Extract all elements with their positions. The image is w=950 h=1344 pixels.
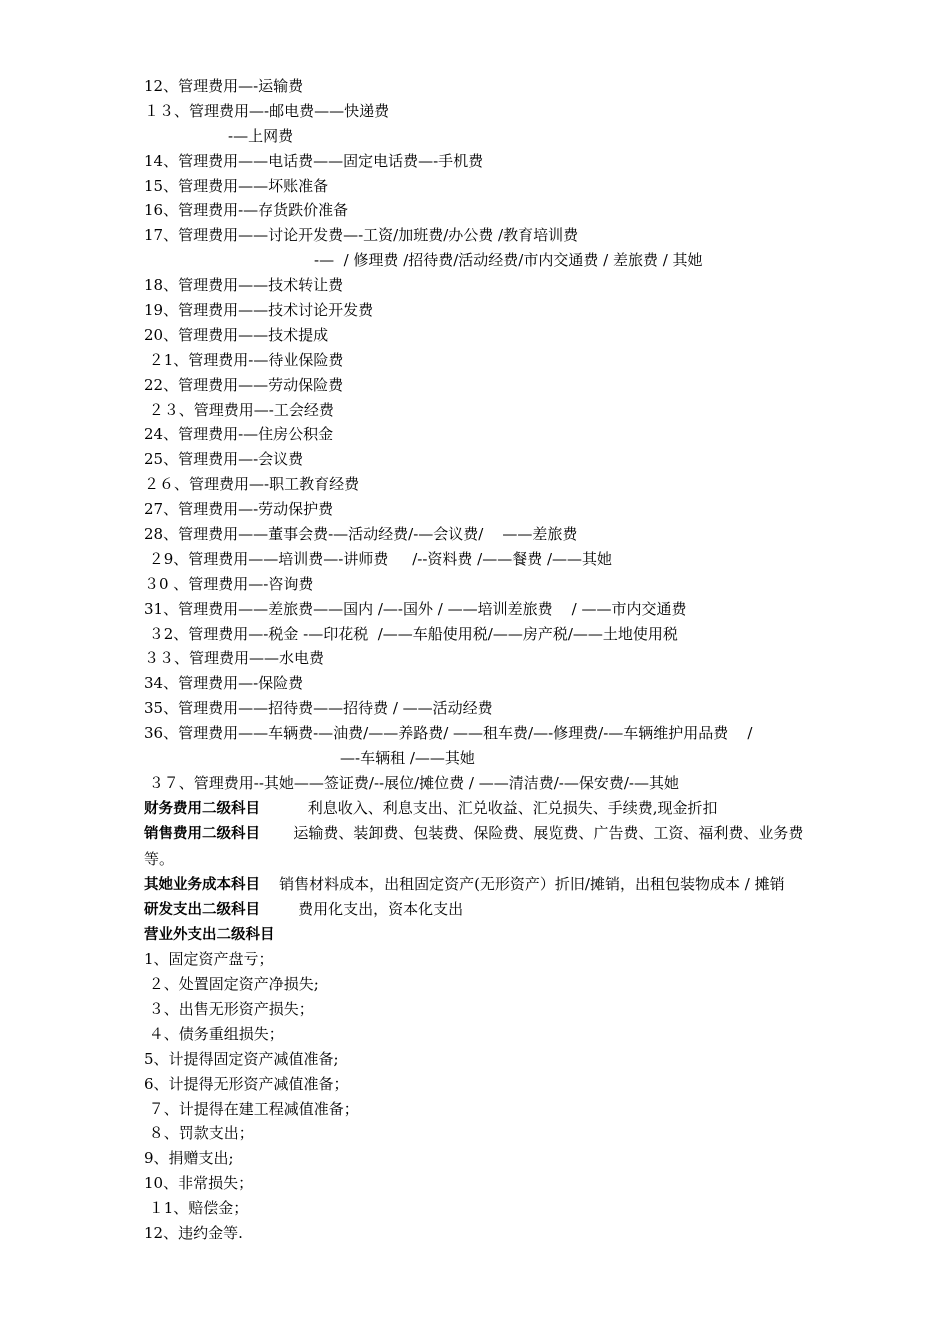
sales-expense-label: 销售费用二级科目	[144, 825, 260, 842]
document-body	[144, 74, 824, 1246]
nonop-item: 6、计提得无形资产减值准备；	[144, 1074, 349, 1093]
nonop-item: 1、固定资产盘亏；	[144, 950, 274, 969]
expense-line: ２9、管理费用——培训费—-讲师费 /--资料费 /——餐费 /——其她	[144, 549, 613, 568]
sales-expense-text: 运输费、装卸费、包装费、保险费、展览费、广告费、工资、福利费、业务费等。	[144, 823, 804, 868]
expense-line-continuation: -—上网费	[228, 126, 294, 145]
expense-line: １３、管理费用—-邮电费——快递费	[144, 101, 390, 120]
expense-line: 35、管理费用——招待费——招待费 / ——活动经费	[144, 699, 493, 718]
expense-line: 22、管理费用——劳动保险费	[144, 375, 344, 394]
expense-line: ３2、管理费用—-税金 -—印花税 /——车船使用税/——房产税/——土地使用税	[144, 624, 678, 643]
expense-line: 36、管理费用——车辆费-—油费/——养路费/ ——租车费/—-修理费/-—车辆维护用品费 /	[144, 724, 753, 743]
expense-line: 20、管理费用——技术提成	[144, 325, 329, 344]
nonop-item: ３、出售无形资产损失；	[144, 1000, 314, 1018]
expense-line: 17、管理费用——讨论开发费—-工资/加班费/办公费 /教育培训费	[144, 226, 579, 245]
nonop-item: 5、计提得固定资产减值准备;	[144, 1049, 339, 1068]
nonop-item: １1、赔偿金；	[144, 1199, 249, 1218]
expense-line-continuation: —-车辆租 /——其她	[340, 749, 475, 768]
nonop-item: 12、违约金等.	[144, 1224, 243, 1243]
expense-line: 25、管理费用—-会议费	[144, 450, 304, 469]
expense-line: ２1、管理费用-—待业保险费	[144, 350, 344, 369]
expense-line: 28、管理费用——董事会费-—活动经费/-—会议费/ ——差旅费	[144, 525, 578, 544]
other-cost-text: 销售材料成本，出租固定资产(无形资产）折旧/摊销，出租包装物成本 / 摊销	[279, 874, 785, 893]
expense-line: 18、管理费用——技术转让费	[144, 276, 344, 295]
nonop-item: ２、处置固定资产净损失;	[144, 975, 319, 994]
nonop-item: ７、计提得在建工程减值准备；	[144, 1099, 359, 1118]
expense-line: ３３、管理费用——水电费	[144, 649, 325, 668]
expense-line: 16、管理费用-—存货跌价准备	[144, 201, 349, 220]
expense-line-continuation: -— / 修理费 /招待费/活动经费/市内交通费 / 差旅费 / 其她	[314, 251, 703, 270]
finance-expense-section	[144, 796, 824, 821]
other-cost-label: 其她业务成本科目	[144, 876, 260, 893]
rnd-label: 研发支出二级科目	[144, 902, 260, 919]
finance-expense-text: 利息收入、利息支出、汇兑收益、汇兑损失、手续费,现金折扣	[307, 798, 718, 817]
rnd-section	[144, 897, 824, 922]
expense-line: 15、管理费用——坏账准备	[144, 176, 329, 195]
expense-line: ３0 、管理费用—-咨询费	[144, 574, 314, 593]
nonop-item: 9、捐赠支出;	[144, 1149, 234, 1168]
finance-expense-label: 财务费用二级科目	[144, 800, 260, 817]
nonop-item: 10、非常损失；	[144, 1174, 254, 1193]
nonop-section	[144, 922, 824, 947]
expense-line: ３７、管理费用--其她——签证费/--展位/摊位费 / ——清洁费/-—保安费/-—其她	[144, 773, 679, 792]
expense-line: 31、管理费用——差旅费——国内 /—-国外 / ——培训差旅费 / ——市内交通费	[144, 599, 687, 618]
sales-expense-section	[144, 821, 824, 872]
expense-line: 14、管理费用——电话费——固定电话费—-手机费	[144, 151, 484, 170]
nonop-label: 营业外支出二级科目	[144, 927, 275, 944]
expense-line: 34、管理费用—-保险费	[144, 674, 304, 693]
expense-line: ２３、管理费用—-工会经费	[144, 400, 334, 419]
expense-line: 19、管理费用——技术讨论开发费	[144, 301, 374, 320]
nonop-item: ４、债务重组损失；	[144, 1024, 284, 1043]
other-cost-section	[144, 872, 824, 898]
rnd-text: 费用化支出，资本化支出	[298, 900, 464, 919]
nonop-item: ８、罚款支出；	[144, 1124, 254, 1143]
expense-line: 27、管理费用—-劳动保护费	[144, 500, 334, 519]
expense-line: 12、管理费用—-运输费	[144, 77, 304, 95]
expense-line: 24、管理费用-—住房公积金	[144, 425, 334, 444]
expense-line: ２６、管理费用—-职工教育经费	[144, 475, 360, 494]
